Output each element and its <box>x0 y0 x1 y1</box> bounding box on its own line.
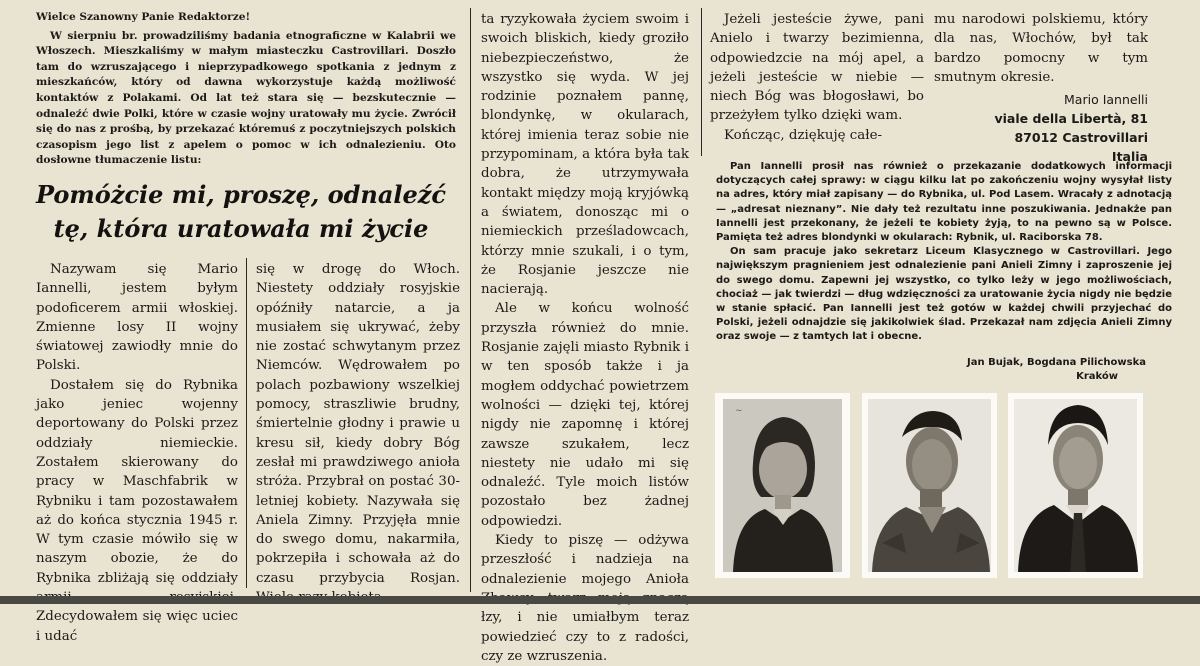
photo-young-iannelli <box>862 393 997 578</box>
letter-paragraph: Jeżeli jesteście żywe, pani Anielo i twarzy bezimienna, odpowiedzcie na mój apel, a jeżeli jesteście w niebie — niech Bóg was błogosławi, bo przeżyłem tylko dzięki wam. <box>710 12 924 124</box>
letter-paragraph: Nazywam się Mario Iannelli, jestem byłym podoficerem armii włoskiej. Zmienne losy II wojny światowej zawiodły mnie do Polski. <box>36 262 238 374</box>
letter-paragraph: Ale w końcu wolność przyszła również do mnie. Rosjanie zajęli miasto Rybnik i w ten sposób także i ja mogłem oddychać powietrzem wolności — dzięki tej, której nigdy nie zapomnę i której zawsze szukałem, lecz niestety nie udało mi się odnaleźć. Tyle moich listów pozostało bez żadnej odpowiedzi. <box>481 301 689 529</box>
letter-column-4 <box>710 10 924 145</box>
portrait-woman-icon <box>715 393 850 578</box>
bottom-border <box>0 596 1200 604</box>
headline: Pomóżcie mi, proszę, odnaleźć tę, która uratowała mi życie <box>36 180 446 243</box>
signature-block <box>934 90 1148 166</box>
letter-column-5 <box>934 10 1148 87</box>
letter-paragraph: mu narodowi polskiemu, który dla nas, Włochów, był tak bardzo pomocny w tym smutnym okresie. <box>934 12 1148 85</box>
letter-paragraph: się w drogę do Włoch. Niestety oddziały rosyjskie opóźniły natarcie, a ja musiałem się ukrywać, żeby nie zostać schwytanym przez Niemców. Wędrowałem po polach pozbawiony wszelkiej pomocy, straszliwie brudny, śmiertelnie głodny i prawie u kresu sił, kiedy dobry Bóg zesłał mi prawdziwego anioła stróża. Przybrał on postać 30-letniej kobiety. Nazywała się Aniela Zimny. Przyjęła mnie do swego domu, nakarmiła, pokrzepiła i schowała aż do czasu przybycia Rosjan. <box>256 262 460 586</box>
intro-block <box>36 10 456 169</box>
letter-paragraph: Dostałem się do Rybnika jako jeniec wojenny deportowany do Polski przez oddziały niemieckie. Zostałem skierowany do pracy w Maschfabrik w Rybniku i tam pozostawałem aż do końca stycznia 1945 r. W tym czasie mówiło się w naszym obozie, że do Rybnika zbliżają się oddziały Zdecydowałem się więc uciec i udać <box>36 377 238 644</box>
signature-street: viale della Libertà, 81 <box>994 111 1148 126</box>
portrait-man-icon <box>1008 393 1143 578</box>
authors: Jan Bujak, Bogdana Pilichowska <box>967 357 1146 368</box>
editor-note <box>716 160 1172 345</box>
letter-column-1 <box>36 260 238 646</box>
letter-paragraph: Kończąc, dziękuję całe- <box>724 127 883 143</box>
note-paragraph: Pan Iannelli prosił nas również o przekazanie dodatkowych informacji dotyczących całej sprawy: w ciągu kilku lat po zakończeniu wojny wysyłał listy na adres, który miał zapisany — do Rybnika, ul. Pod Lasem. Wracały z adnotacją — „adresat nieznany”. Nie dały też rezultatu inne poszukiwania. Jednakże pan Iannelli jest przekonany, że jeżeli te kobiety żyją, to na pewno są w Polsce. Pamięta też adres blondynki w okularach: Rybnik, ul. Raciborska 78. <box>716 161 1172 244</box>
letter-column-3 <box>481 10 689 666</box>
column-rule <box>246 258 247 588</box>
authors-block <box>716 356 1146 384</box>
intro-paragraph: W sierpniu br. prowadziliśmy badania etnograficzne w Kalabrii we Włoszech. Mieszkaliśmy w małym miasteczku Castrovillari. Doszło tam do wzruszającego i nieprzypadkowego spotkania z jednym z mieszkańców, który od dawna wykorzystuje każdą możliwość kontaktów z Polakami. Od lat też stara się — bezskutecznie — odnaleźć dwie Polki, które w czasie wojny uratowały mu życie. Zwrócił się do nas z prośbą, by przekazać któremuś z poczytniejszych polskich czasopism jego list z apelem o pomoc w ich odnalezieniu. Oto dosłowne tłumaczenie listu: <box>36 29 456 167</box>
letter-column-2 <box>256 260 460 607</box>
svg-text:~: ~ <box>735 406 743 416</box>
signature-country: Italia <box>1111 149 1148 164</box>
photo-current-iannelli <box>1008 393 1143 578</box>
column-rule <box>470 8 471 592</box>
portrait-young-man-icon <box>862 393 997 578</box>
letter-paragraph: ta ryzykowała życiem swoim i swoich bliskich, kiedy groziło niebezpieczeństwo, że wszystko się wyda. W jej rodzinie poznałem pannę, blondynkę, w okularach, której imienia teraz sobie nie przypominam, a która była tak dobra, że utrzymywała kontakt między moją kryjówką a światem, donosząc mi o niemieckich prześladowcach, którzy mnie szukali, i o tym, że Rosjanie jeszcze nie nacierają. <box>481 12 689 298</box>
signature-name: Mario Iannelli <box>1064 92 1148 107</box>
letter-paragraph: Kiedy to piszę — odżywa przeszłość i nadzieja na odnalezienie mojego Anioła łzy, i nie umiałbym teraz powiedzieć czy to z radości, czy ze wzruszenia. <box>481 533 689 664</box>
authors-place: Kraków <box>1076 371 1118 382</box>
note-paragraph: On sam pracuje jako sekretarz Liceum Klasycznego w Castrovillari. Jego największym pragnieniem jest odnalezienie pani Anieli Zimny i zaproszenie jej do swego domu. Zapewni jej wszystko, co tylko leży w jego możliwościach, chociaż — jak twierdzi — dług wdzięczności za uratowanie życia nigdy nie będzie w stanie spłacić. Pan Iannelli jest też gotów w każdej chwili przyjechać do Polski, jeżeli odnajdzie się jakikolwiek ślad. Przekazał nam zdjęcia Anieli Zimny oraz swoje — z tamtych lat i obecne. <box>716 246 1172 343</box>
photo-aniela-zimny <box>715 393 850 578</box>
signature-city: 87012 Castrovillari <box>1014 130 1148 145</box>
salutation: Wielce Szanowny Panie Redaktorze! <box>36 11 251 23</box>
column-rule <box>701 8 702 156</box>
